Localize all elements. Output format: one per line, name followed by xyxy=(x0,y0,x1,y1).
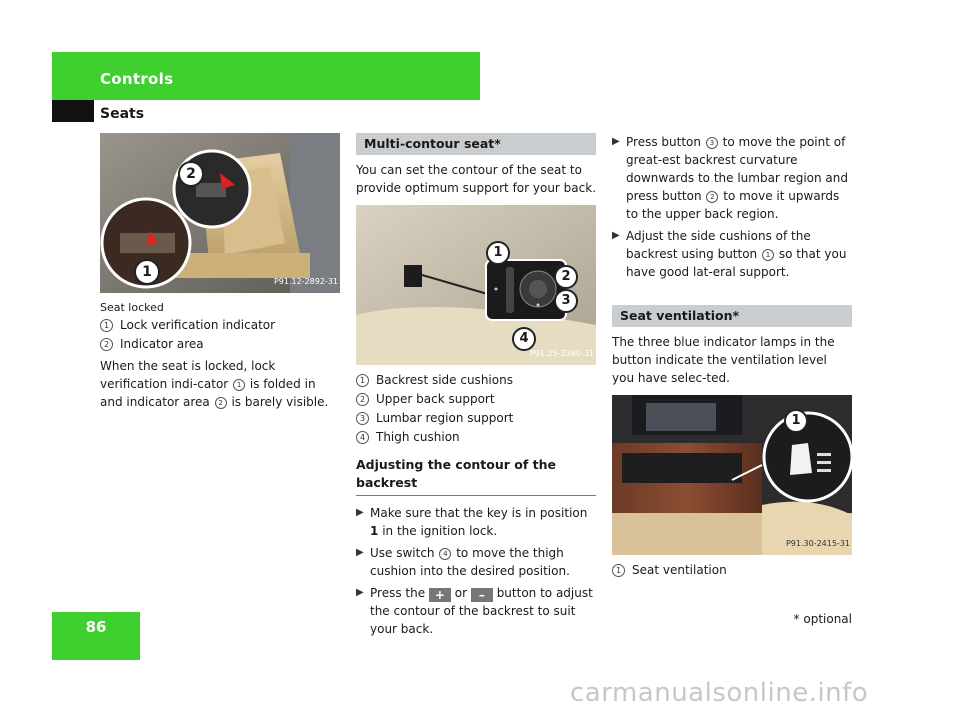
legend-number: 1 xyxy=(356,374,369,387)
text-run: is barely visible. xyxy=(231,395,329,409)
legend-item xyxy=(100,316,340,334)
legend-text: Indicator area xyxy=(120,337,204,351)
step-arrow-icon: ▶ xyxy=(612,230,620,241)
inline-number: 2 xyxy=(215,397,227,409)
footnote: * optional xyxy=(793,612,852,626)
step-arrow-icon: ▶ xyxy=(356,507,364,518)
legend-number: 2 xyxy=(356,393,369,406)
intro-paragraph: The three blue indicator lamps in the button indicate the ventilation level you have selec-ted. xyxy=(612,335,835,385)
step-text xyxy=(370,544,596,580)
legend-number: 4 xyxy=(356,431,369,444)
legend-item xyxy=(100,335,340,353)
instruction-step xyxy=(612,133,852,223)
ventilation-photo xyxy=(612,395,852,555)
text-run: button to adjust the contour of the backrest to suit your back. xyxy=(370,586,593,636)
marker-1: 1 xyxy=(486,241,510,265)
step-text xyxy=(370,584,596,638)
photo-caption: Seat locked xyxy=(100,301,164,314)
section-tab-marker xyxy=(52,100,94,122)
intro-paragraph: You can set the contour of the seat to provide optimum support for your back. xyxy=(356,163,597,195)
section-heading: Seat ventilation* xyxy=(612,305,852,327)
text-run: in the ignition lock. xyxy=(382,524,498,538)
text-run: Press the xyxy=(370,586,426,600)
legend-list xyxy=(356,371,596,446)
subsection-title: Seats xyxy=(100,106,145,122)
step-arrow-icon: ▶ xyxy=(356,547,364,558)
instruction-step xyxy=(356,544,596,580)
column-1 xyxy=(100,133,340,411)
photo-code: P91.12-2892-31 xyxy=(273,277,338,286)
instruction-step xyxy=(612,227,852,281)
section-title: Controls xyxy=(100,70,174,88)
text-run: Make sure that the key is in position xyxy=(370,506,588,520)
legend-item xyxy=(612,561,852,579)
legend-item xyxy=(356,371,596,389)
step-arrow-icon: ▶ xyxy=(356,587,364,598)
text-run: Press button xyxy=(626,135,701,149)
minus-key-icon: – xyxy=(471,588,493,602)
legend-item xyxy=(356,390,596,408)
text-run: or xyxy=(454,586,468,600)
inline-number: 4 xyxy=(439,548,451,560)
body-paragraph xyxy=(100,357,340,411)
photo-code: P91.25-2380-31 xyxy=(529,349,594,358)
marker-4: 4 xyxy=(512,327,536,351)
legend-text: Lumbar region support xyxy=(376,411,514,425)
text-run: Adjust the side cushions of the backrest using button xyxy=(626,229,811,261)
multicontour-photo xyxy=(356,205,596,365)
text-run: to move the thigh cushion into the desired position. xyxy=(370,546,570,578)
instruction-step xyxy=(356,504,596,540)
text-run: Use switch xyxy=(370,546,435,560)
inline-number: 1 xyxy=(762,249,774,261)
marker-2: 2 xyxy=(178,161,204,187)
legend-text: Lock verification indicator xyxy=(120,318,276,332)
legend-number: 3 xyxy=(356,412,369,425)
inline-number: 1 xyxy=(233,379,245,391)
marker-1: 1 xyxy=(784,409,808,433)
legend-number: 1 xyxy=(612,564,625,577)
instruction-step xyxy=(356,584,596,638)
photo-code: P91.30-2415-31 xyxy=(785,539,850,548)
step-arrow-icon: ▶ xyxy=(612,136,620,147)
plus-key-icon: + xyxy=(429,588,451,602)
page-number: 86 xyxy=(85,618,107,636)
legend-item xyxy=(356,409,596,427)
subsection-heading: Adjusting the contour of the backrest xyxy=(356,456,596,496)
legend-number: 1 xyxy=(100,319,113,332)
marker-2: 2 xyxy=(554,265,578,289)
key-position: 1 xyxy=(370,524,379,538)
step-text xyxy=(370,504,596,540)
legend-text: Backrest side cushions xyxy=(376,373,513,387)
column-3 xyxy=(612,133,852,580)
marker-3: 3 xyxy=(554,289,578,313)
marker-1: 1 xyxy=(134,259,160,285)
text-run: to move the point of great-est backrest curvature downwards to the lumbar region and press button xyxy=(626,135,849,203)
text-run: is folded in and indicator area xyxy=(100,377,316,409)
legend-item xyxy=(356,428,596,446)
text-run: When the seat is locked, lock verification indi-cator xyxy=(100,359,276,391)
step-text xyxy=(626,227,852,281)
text-run: so that you have good lat-eral support. xyxy=(626,247,847,279)
inline-number: 3 xyxy=(706,137,718,149)
watermark: carmanualsonline.info xyxy=(570,678,869,708)
ventilation-illustration xyxy=(612,395,852,555)
section-heading: Multi-contour seat* xyxy=(356,133,596,155)
legend-number: 2 xyxy=(100,338,113,351)
legend-text: Upper back support xyxy=(376,392,495,406)
legend-text: Seat ventilation xyxy=(632,563,727,577)
column-2 xyxy=(356,133,596,638)
text-run: to move it upwards to the upper back region. xyxy=(626,189,840,221)
legend-text: Thigh cushion xyxy=(376,430,460,444)
inline-number: 2 xyxy=(706,191,718,203)
seat-lock-photo xyxy=(100,133,340,293)
step-text xyxy=(626,133,852,223)
